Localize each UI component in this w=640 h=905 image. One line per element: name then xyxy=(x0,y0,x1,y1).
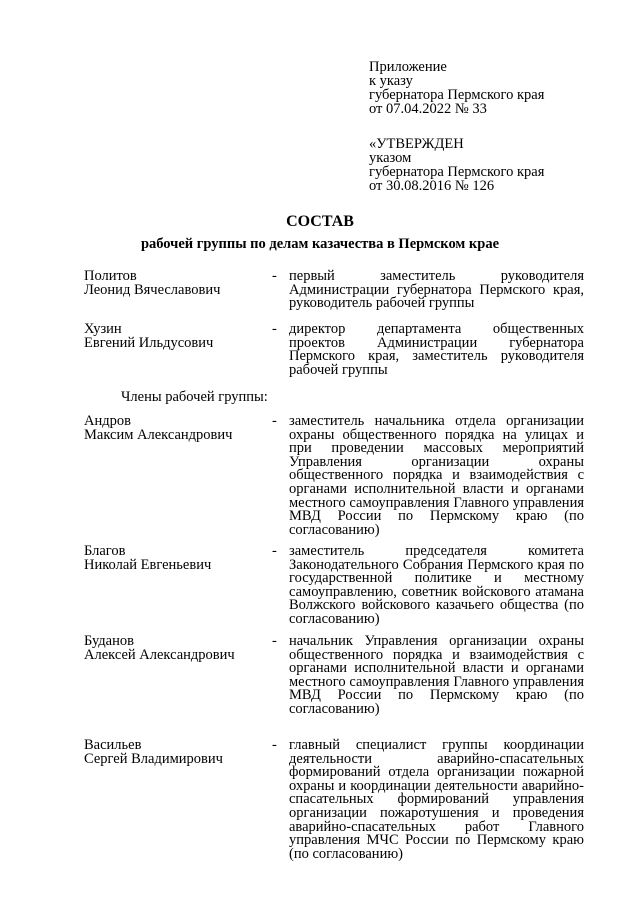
member-given-names: Максим Александрович xyxy=(84,426,233,443)
approved-line: от 30.08.2016 № 126 xyxy=(369,178,495,194)
member-dash: - xyxy=(272,268,277,284)
document-title: СОСТАВ xyxy=(286,213,354,230)
appendix-line: к указу xyxy=(369,73,413,89)
member-surname: Буданов xyxy=(84,633,134,649)
member-role: заместитель начальника отдела организации охраны общественного порядка на улицах и при проведении массовых мероприятий Управления организации охраны общественного порядка и взаимодействия с органами исполнительной власти и органами местного самоуправления Главного управления МВД России по Пермскому краю (по согласованию) xyxy=(289,413,584,538)
member-given-names: Леонид Вячеславович xyxy=(84,281,221,298)
member-role: начальник Управления организации охраны общественного порядка и взаимодействия с органами исполнительной власти и органами местного самоуправления Главного управления МВД России по Пермскому краю (по согласованию) xyxy=(289,633,584,717)
member-role: главный специалист группы координации деятельности аварийно-спасательных формирований отдела организации пожарной охраны и координации деятельности аварийно-спасательных формирований управления организации пожаротушения и проведения аварийно-спасательных работ Главного управления МЧС России по Пермскому краю (по согласованию) xyxy=(289,737,584,862)
member-dash: - xyxy=(272,321,277,337)
appendix-line: губернатора Пермского края xyxy=(369,87,545,103)
member-surname: Андров xyxy=(84,413,131,429)
members-label: Члены рабочей группы: xyxy=(121,389,268,405)
member-given-names: Алексей Александрович xyxy=(84,646,235,663)
member-surname: Политов xyxy=(84,268,137,284)
appendix-line: от 07.04.2022 № 33 xyxy=(369,101,487,117)
approved-block xyxy=(369,137,544,193)
approved-line: губернатора Пермского края xyxy=(369,164,545,180)
document-subtitle: рабочей группы по делам казачества в Пермском крае xyxy=(140,236,500,252)
approved-line: указом xyxy=(369,150,412,166)
member-name xyxy=(84,545,211,572)
appendix-block xyxy=(369,60,544,116)
member-given-names: Евгений Ильдусович xyxy=(84,334,214,351)
appendix-line: Приложение xyxy=(369,59,447,75)
member-name xyxy=(84,323,213,350)
member-role: директор департамента общественных проектов Администрации губернатора Пермского края, заместитель руководителя рабочей группы xyxy=(289,321,584,378)
member-surname: Благов xyxy=(84,543,126,559)
member-dash: - xyxy=(272,633,277,649)
member-name xyxy=(84,270,220,297)
member-dash: - xyxy=(272,543,277,559)
member-role: первый заместитель руководителя Администрации губернатора Пермского края, руководитель рабочей группы xyxy=(289,268,584,312)
member-name xyxy=(84,635,235,662)
member-dash: - xyxy=(272,413,277,429)
approved-line: «УТВЕРЖДЕН xyxy=(369,136,464,152)
member-name xyxy=(84,415,232,442)
member-name xyxy=(84,739,223,766)
member-given-names: Николай Евгеньевич xyxy=(84,556,212,573)
member-role: заместитель председателя комитета Законодательного Собрания Пермского края по государственной политике и местному самоуправлению, советник войскового атамана Волжского войскового казачьего общества (по согласованию) xyxy=(289,543,584,627)
member-surname: Хузин xyxy=(84,321,122,337)
member-dash: - xyxy=(272,737,277,753)
member-given-names: Сергей Владимирович xyxy=(84,750,223,767)
member-surname: Васильев xyxy=(84,737,142,753)
